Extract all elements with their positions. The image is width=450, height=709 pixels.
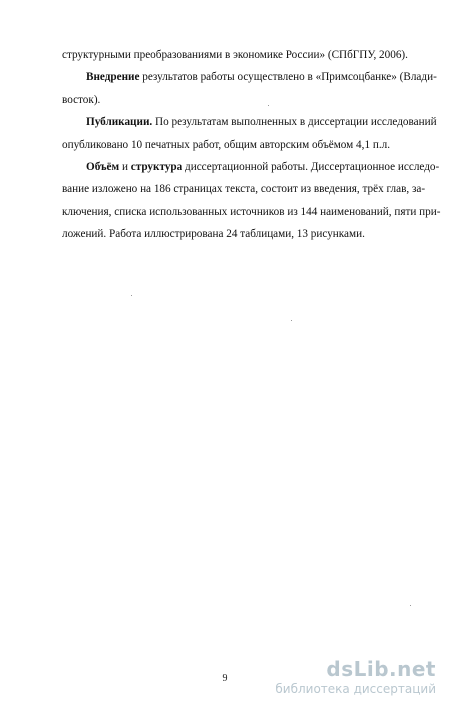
publications-text: По результатам выполненных в диссертации исследований <box>152 116 437 129</box>
publications-paragraph-line-2: опубликовано 10 печатных работ, общим авторским объёмом 4,1 п.л. <box>62 138 390 151</box>
publications-paragraph-line-1 <box>62 111 437 133</box>
page-number: 9 <box>222 673 228 684</box>
structure-paragraph-line-4: ложений. Работа иллюстрирована 24 таблицами, 13 рисунками. <box>62 228 365 241</box>
scan-speck <box>410 605 411 606</box>
implementation-paragraph-line-2: восток). <box>62 93 101 106</box>
paragraph-continuation-line: структурными преобразованиями в экономике России» (СПбГПУ, 2006). <box>62 49 408 61</box>
scan-speck <box>291 320 292 321</box>
structure-paragraph-line-1 <box>62 156 440 178</box>
implementation-heading: Внедрение <box>86 71 140 84</box>
volume-heading: Объём <box>86 161 120 174</box>
publications-heading: Публикации. <box>86 116 153 129</box>
implementation-paragraph-line-1 <box>62 66 437 88</box>
body-text <box>62 44 441 246</box>
structure-paragraph-line-2: вание изложено на 186 страницах текста, состоит из введения, трёх глав, за- <box>62 183 426 196</box>
watermark-brand: dsLib.net <box>326 657 436 681</box>
structure-heading: структура <box>130 161 183 174</box>
structure-text: диссертационной работы. Диссертационное исследо- <box>182 161 440 174</box>
watermark-logo <box>256 659 436 699</box>
structure-paragraph-line-3: ключения, списка использованных источников из 144 наименований, пяти при- <box>62 205 441 218</box>
implementation-text: результатов работы осуществлено в «Примсоцбанке» (Влади- <box>139 71 437 84</box>
scan-speck <box>268 105 269 106</box>
conjunction-text: и <box>119 161 131 174</box>
scan-speck <box>131 295 132 296</box>
watermark-subtitle: библиотека диссертаций <box>275 682 436 696</box>
